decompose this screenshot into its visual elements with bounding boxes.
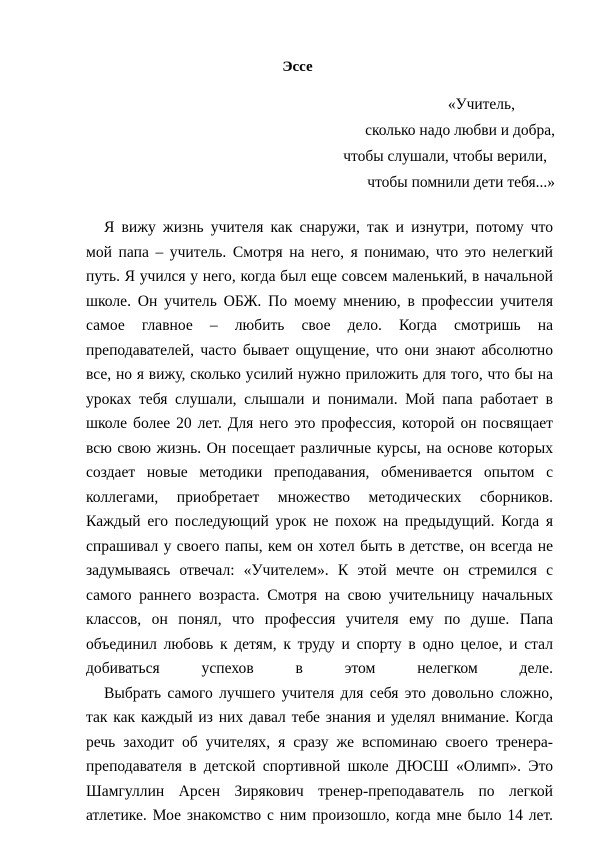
paragraph-line: уроках тебя слушали, слышали и понимали. Мой папа работает в [86, 390, 553, 408]
paragraph-line: Шамгуллин Арсен Зирякович тренер-преподаватель по легкой [86, 782, 553, 800]
paragraph-line: школе более 20 лет. Для него это профессия, которой он посвящает [86, 415, 553, 432]
epigraph-line: чтобы помнили дети тебя...» [367, 174, 555, 191]
paragraph-line: Каждый его последующий урок не похож на предыдущий. Когда я [86, 513, 553, 530]
paragraph-line: все, но я вижу, сколько усилий нужно приложить для того, что бы на [86, 366, 553, 383]
paragraph-line: спрашивал у своего папы, кем он хотел быть в детстве, он всегда не [86, 537, 553, 555]
paragraph-line: самое главное – любить свое дело. Когда смотришь на [86, 317, 553, 334]
paragraph-line: Выбрать самого лучшего учителя для себя это довольно сложно, [104, 684, 553, 702]
paragraph-line: преподавателей, часто бывает ощущение, что они знают абсолютно [86, 341, 553, 359]
paragraph-line: коллегами, приобретает множество методических сборников. [86, 488, 553, 506]
paragraph-line: преподавателя в детской спортивной школе ДЮСШ «Олимп». Это [86, 758, 553, 775]
epigraph-line: «Учитель, [447, 96, 515, 113]
document-title: Эссе [282, 59, 313, 75]
epigraph [195, 92, 555, 196]
essay-body [86, 216, 553, 829]
paragraph-line: классов, он понял, что профессия учителя ему по душе. Папа [86, 611, 553, 628]
paragraph-line: школе. Он учитель ОБЖ. По моему мнению, в профессии учителя [86, 292, 553, 310]
paragraph [86, 216, 553, 682]
paragraph-line: речь заходит об учителях, я сразу же вспоминаю своего тренера- [86, 733, 553, 751]
paragraph-line: так как каждый из них давал тебе знания и уделял внимание. Когда [86, 709, 553, 726]
paragraph-line: мой папа – учитель. Смотря на него, я понимаю, что это нелегкий [86, 243, 553, 261]
paragraph [86, 682, 553, 829]
paragraph-line: задумываясь отвечал: «Учителем». К этой мечте он стремился с [86, 562, 553, 579]
epigraph-line: сколько надо любви и добра, [365, 122, 555, 139]
epigraph-line: чтобы слушали, чтобы верили, [343, 148, 547, 165]
paragraph-line: Я вижу жизнь учителя как снаружи, так и изнутри, потому что [104, 219, 553, 236]
paragraph-line: атлетике. Мое знакомство с ним произошло, когда мне было 14 лет. [86, 807, 553, 824]
paragraph-line: добиваться успехов в этом нелегком деле. [86, 660, 553, 677]
paragraph-line: объединил любовь к детям, к труду и спорту в одно целое, и стал [86, 635, 553, 653]
paragraph-line: самого раннего возраста. Смотря на свою учительницу начальных [86, 586, 553, 604]
paragraph-line: создает новые методики преподавания, обменивается опытом с [86, 464, 553, 481]
paragraph-line: путь. Я учился у него, когда был еще совсем маленький, в начальной [86, 268, 553, 285]
paragraph-line: всю свою жизнь. Он посещает различные курсы, на основе которых [86, 439, 553, 457]
